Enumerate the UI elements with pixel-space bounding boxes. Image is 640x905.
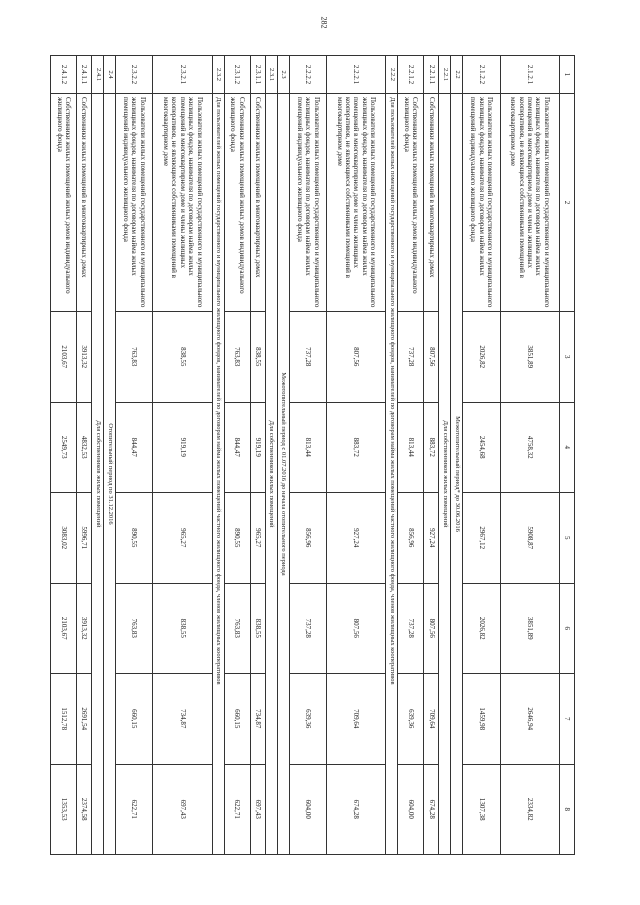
value-cell: 737,28 <box>289 312 326 403</box>
table-row <box>327 56 386 855</box>
value-cell: 883,72 <box>327 402 386 493</box>
row-code: 2.1.2.1 <box>500 56 559 94</box>
value-cell: 2374,58 <box>77 764 92 855</box>
value-cell: 604,00 <box>398 764 424 855</box>
row-code: 2.3.1.1 <box>250 56 265 94</box>
value-cell: 919,19 <box>153 402 212 493</box>
value-cell: 813,44 <box>398 402 424 493</box>
value-cell: 737,28 <box>398 312 424 403</box>
value-cell: 674,28 <box>327 764 386 855</box>
value-cell: 3083,02 <box>51 493 77 584</box>
section-code: 2.3.2 <box>212 56 224 94</box>
value-cell: 709,64 <box>327 674 386 765</box>
value-cell: 622,71 <box>116 764 153 855</box>
value-cell: 813,44 <box>289 402 326 493</box>
value-cell: 844,47 <box>224 402 250 493</box>
value-cell: 2334,82 <box>500 764 559 855</box>
row-description: Пользователи жилых помещений государственного и муниципального жилищных фондов, нанимателя по договорам найма жилых помещений индивидуального жилищного фонда <box>116 94 153 312</box>
table-row <box>289 56 326 855</box>
value-cell: 856,96 <box>289 493 326 584</box>
header-cell: 4 <box>560 402 575 493</box>
value-cell: 5908,87 <box>500 493 559 584</box>
header-cell: 2 <box>560 94 575 312</box>
section-code: 2.4.1 <box>92 56 104 94</box>
value-cell: 927,24 <box>327 493 386 584</box>
value-cell: 807,56 <box>327 312 386 403</box>
table-row <box>224 56 250 855</box>
value-cell: 2103,67 <box>51 583 77 674</box>
value-cell: 697,43 <box>153 764 212 855</box>
value-cell: 883,72 <box>424 402 439 493</box>
value-cell: 844,47 <box>116 402 153 493</box>
section-row <box>104 56 116 855</box>
value-cell: 927,24 <box>424 493 439 584</box>
table-row <box>500 56 559 855</box>
section-row <box>386 56 398 855</box>
value-cell: 737,28 <box>289 583 326 674</box>
row-code: 2.2.1.2 <box>398 56 424 94</box>
section-title: Отопительный период по 31.12.2016 <box>104 94 116 855</box>
rotated-page <box>50 55 575 855</box>
row-code: 2.2.1.1 <box>424 56 439 94</box>
tariff-table <box>50 55 575 855</box>
value-cell: 737,28 <box>398 583 424 674</box>
value-cell: 838,55 <box>250 312 265 403</box>
row-description: Пользователи жилых помещений государственного и муниципального жилищных фондов, нанимателя по договорам найма жилых помещений в многоквартирном доме и члены жилищных кооперативов, не являющиеся собственниками помещений в многоквартирном доме <box>153 94 212 312</box>
value-cell: 3851,89 <box>500 312 559 403</box>
row-description: Собственники жилых помещений в многоквартирных домах <box>77 94 92 312</box>
row-code: 2.3.1.2 <box>224 56 250 94</box>
table-row <box>77 56 92 855</box>
row-description: Пользователи жилых помещений государственного и муниципального жилищных фондов, нанимателя по договорам найма жилых помещений в многоквартирном доме и члены жилищных кооперативов, не являющиеся собственниками помещений в многоквартирном доме <box>327 94 386 312</box>
header-cell: 5 <box>560 493 575 584</box>
section-title: Для собственников жилых помещений <box>439 94 451 855</box>
value-cell: 2691,54 <box>77 674 92 765</box>
row-description: Собственники жилых помещений в многоквартирных домах <box>424 94 439 312</box>
value-cell: 807,56 <box>424 583 439 674</box>
row-code: 2.2.2.2 <box>289 56 326 94</box>
section-code: 2.3 <box>277 56 289 94</box>
value-cell: 890,55 <box>224 493 250 584</box>
section-title: Для собственников жилых помещений <box>92 94 104 855</box>
value-cell: 763,83 <box>116 583 153 674</box>
table-row <box>424 56 439 855</box>
table-row <box>153 56 212 855</box>
section-row <box>439 56 451 855</box>
table-row <box>250 56 265 855</box>
table-row <box>463 56 500 855</box>
row-code: 2.1.2.2 <box>463 56 500 94</box>
section-code: 2.3.1 <box>265 56 277 94</box>
table-row <box>51 56 77 855</box>
table-row <box>398 56 424 855</box>
value-cell: 622,71 <box>224 764 250 855</box>
value-cell: 5996,71 <box>77 493 92 584</box>
section-title: Для собственников жилых помещений <box>265 94 277 855</box>
header-row <box>560 56 575 855</box>
value-cell: 965,27 <box>153 493 212 584</box>
header-cell: 3 <box>560 312 575 403</box>
value-cell: 965,27 <box>250 493 265 584</box>
section-title: Для пользователей жилых помещений государственного и муниципального жилищного фондов, нанимателей по договорам найма жилых помещений частного жилищного фонда, членов жилищных кооперативов <box>386 94 398 855</box>
value-cell: 3851,89 <box>500 583 559 674</box>
section-title: Для пользователей жилых помещений государственного и муниципального жилищного фондов, нанимателей по договорам найма жилых помещений частного жилищного фонда, членов жилищных кооперативов <box>212 94 224 855</box>
section-title: Межотопительный период с 01.07.2016 до начала отопительного периода <box>277 94 289 855</box>
value-cell: 1459,98 <box>463 674 500 765</box>
value-cell: 2549,73 <box>51 402 77 493</box>
section-code: 2.2 <box>451 56 463 94</box>
value-cell: 807,56 <box>327 583 386 674</box>
value-cell: 763,83 <box>224 583 250 674</box>
row-description: Пользователи жилых помещений государственного и муниципального жилищных фондов, нанимателя по договорам найма жилых помещений индивидуального жилищного фонда <box>463 94 500 312</box>
row-description: Собственники жилых помещений жилых домов индивидуального жилищного фонда <box>224 94 250 312</box>
value-cell: 2967,12 <box>463 493 500 584</box>
section-row <box>265 56 277 855</box>
value-cell: 1353,53 <box>51 764 77 855</box>
value-cell: 2646,94 <box>500 674 559 765</box>
value-cell: 838,55 <box>153 583 212 674</box>
value-cell: 639,36 <box>289 674 326 765</box>
row-code: 2.3.2.1 <box>153 56 212 94</box>
value-cell: 3913,32 <box>77 583 92 674</box>
value-cell: 838,55 <box>250 583 265 674</box>
value-cell: 2026,82 <box>463 583 500 674</box>
row-description: Пользователи жилых помещений государственного и муниципального жилищных фондов, нанимателя по договорам найма жилых помещений в многоквартирном доме и члены жилищных кооперативов, не являющиеся собственниками помещений в многоквартирном доме <box>500 94 559 312</box>
row-description: Собственники жилых помещений жилых домов индивидуального жилищного фонда <box>398 94 424 312</box>
value-cell: 660,15 <box>224 674 250 765</box>
value-cell: 2454,68 <box>463 402 500 493</box>
value-cell: 1307,38 <box>463 764 500 855</box>
value-cell: 3913,32 <box>77 312 92 403</box>
section-row <box>212 56 224 855</box>
row-code: 2.3.2.2 <box>116 56 153 94</box>
value-cell: 763,83 <box>116 312 153 403</box>
value-cell: 2103,67 <box>51 312 77 403</box>
value-cell: 697,43 <box>250 764 265 855</box>
value-cell: 838,55 <box>153 312 212 403</box>
value-cell: 919,19 <box>250 402 265 493</box>
value-cell: 807,56 <box>424 312 439 403</box>
section-code: 2.4 <box>104 56 116 94</box>
value-cell: 604,00 <box>289 764 326 855</box>
value-cell: 2026,82 <box>463 312 500 403</box>
value-cell: 660,15 <box>116 674 153 765</box>
value-cell: 856,96 <box>398 493 424 584</box>
section-row <box>451 56 463 855</box>
row-code: 2.2.2.1 <box>327 56 386 94</box>
value-cell: 734,87 <box>153 674 212 765</box>
row-description: Собственники жилых помещений в многоквартирных домах <box>250 94 265 312</box>
value-cell: 639,36 <box>398 674 424 765</box>
value-cell: 763,83 <box>224 312 250 403</box>
header-cell: 1 <box>560 56 575 94</box>
row-description: Пользователи жилых помещений государственного и муниципального жилищных фондов, нанимателя по договорам найма жилых помещений индивидуального жилищного фонда <box>289 94 326 312</box>
section-row <box>92 56 104 855</box>
header-cell: 8 <box>560 764 575 855</box>
table-row <box>116 56 153 855</box>
value-cell: 890,55 <box>116 493 153 584</box>
row-description: Собственники жилых помещений жилых домов индивидуального жилищного фонда <box>51 94 77 312</box>
section-code: 2.2.1 <box>439 56 451 94</box>
value-cell: 674,28 <box>424 764 439 855</box>
value-cell: 709,64 <box>424 674 439 765</box>
page-number: 282 <box>319 16 329 29</box>
value-cell: 4758,32 <box>500 402 559 493</box>
section-title: Межотопительный период* до 30.06.2016 <box>451 94 463 855</box>
value-cell: 4832,53 <box>77 402 92 493</box>
row-code: 2.4.1.2 <box>51 56 77 94</box>
value-cell: 1512,78 <box>51 674 77 765</box>
value-cell: 734,87 <box>250 674 265 765</box>
row-code: 2.4.1.1 <box>77 56 92 94</box>
header-cell: 6 <box>560 583 575 674</box>
section-row <box>277 56 289 855</box>
header-cell: 7 <box>560 674 575 765</box>
section-code: 2.2.2 <box>386 56 398 94</box>
